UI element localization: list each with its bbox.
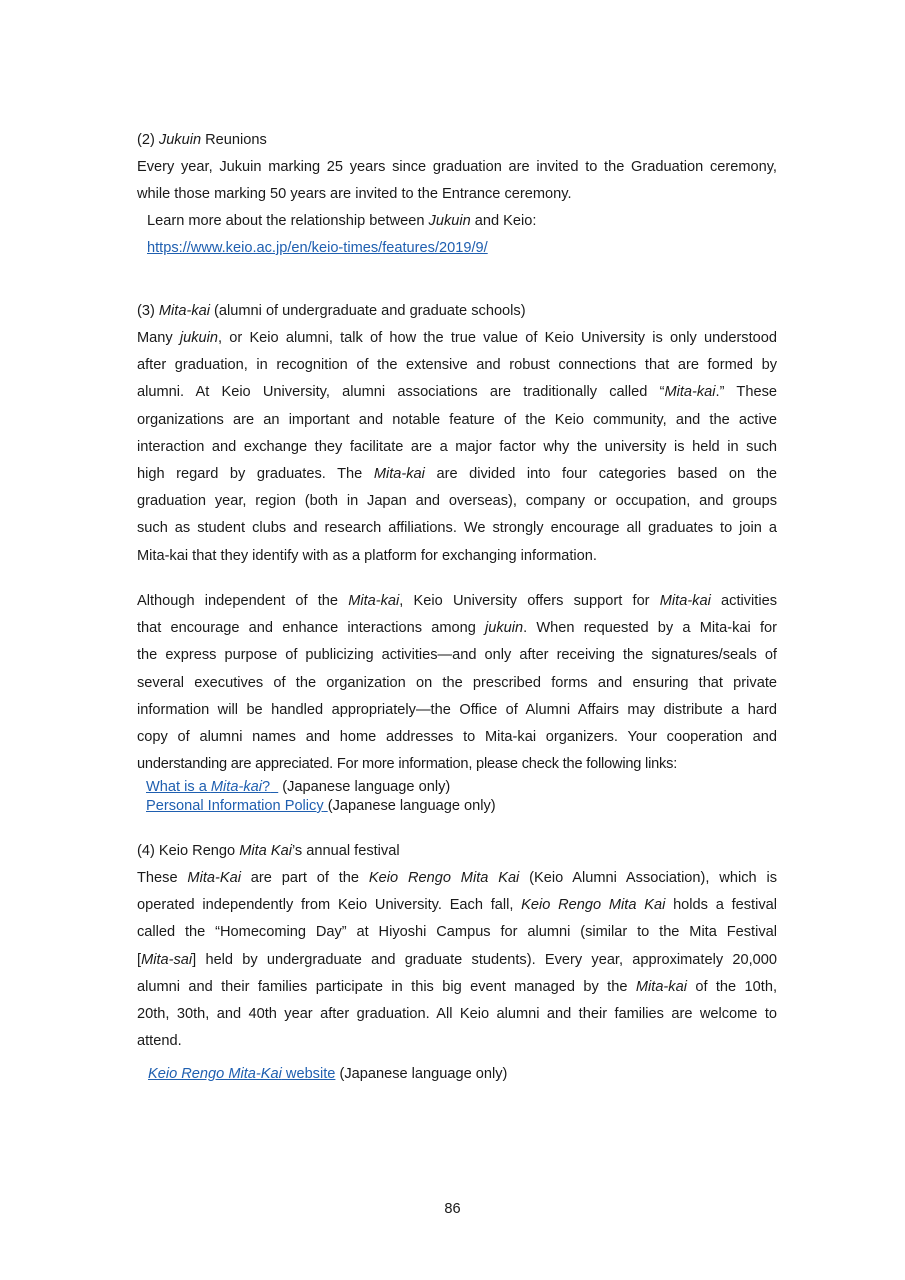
paragraph-line: the express purpose of publicizing activities—and only after receiving the signatures/seals of — [137, 647, 777, 664]
paragraph-line: attend. — [137, 1033, 182, 1049]
language-note: (Japanese language only) — [335, 1066, 508, 1082]
paragraph-line: Every year, Jukuin marking 25 years since graduation are invited to the Graduation ceremony, — [137, 159, 777, 175]
link-row — [146, 796, 786, 816]
paragraph-line: after graduation, in recognition of the extensive and robust connections that are formed by — [137, 357, 777, 374]
paragraph-line: understanding are appreciated. For more information, please check the following links: — [137, 756, 678, 772]
link-row — [147, 238, 787, 258]
paragraph-line: that encourage and enhance interactions among jukuin. When requested by a Mita-kai for — [137, 620, 777, 637]
link-row — [146, 777, 786, 797]
section-4-heading: (4) Keio Rengo Mita Kai’s annual festival — [137, 843, 400, 859]
section-3-heading: (3) Mita-kai (alumni of undergraduate and graduate schools) — [137, 303, 526, 319]
paragraph-line: information will be handled appropriately—the Office of Alumni Affairs may distribute a hard — [137, 701, 777, 718]
paragraph-line: organizations are an important and notable feature of the Keio community, and the active — [137, 411, 777, 428]
paragraph-line: Mita-kai that they identify with as a platform for exchanging information. — [137, 548, 597, 564]
paragraph-line: interaction and exchange they facilitate are a major factor why the university is held in such — [137, 438, 777, 455]
language-note: (Japanese language only) — [278, 779, 451, 795]
paragraph-line: operated independently from Keio University. Each fall, Keio Rengo Mita Kai holds a festival — [137, 897, 777, 914]
paragraph-line: These Mita-Kai are part of the Keio Rengo Mita Kai (Keio Alumni Association), which is — [137, 870, 778, 886]
paragraph-line: 20th, 30th, and 40th year after graduation. All Keio alumni and their families are welcome to — [137, 1006, 777, 1022]
link-row — [148, 1064, 788, 1084]
keio-times-link[interactable]: https://www.keio.ac.jp/en/keio-times/features/2019/9/ — [147, 240, 488, 256]
paragraph-line: high regard by graduates. The Mita-kai are divided into four categories based on the — [137, 466, 777, 482]
paragraph-line: called the “Homecoming Day” at Hiyoshi Campus for alumni (similar to the Mita Festival — [137, 924, 777, 941]
paragraph-line: alumni. At Keio University, alumni associations are traditionally called “Mita-kai.” These — [137, 384, 777, 401]
heading-number: (2) — [137, 132, 159, 148]
what-is-mita-kai-link[interactable]: What is a Mita-kai? — [146, 779, 271, 795]
language-note: (Japanese language only) — [327, 798, 496, 814]
paragraph-line: alumni and their families participate in this big event managed by the Mita-kai of the 10th, — [137, 978, 777, 995]
page-number: 86 — [444, 1201, 461, 1217]
heading-text: Reunions — [201, 132, 267, 148]
personal-information-policy-link[interactable]: Personal Information Policy — [146, 798, 324, 814]
section-2-heading — [137, 130, 777, 150]
keio-rengo-website-link[interactable]: Keio Rengo Mita-Kai website — [148, 1066, 336, 1082]
paragraph-line: graduation year, region (both in Japan and overseas), company or occupation, and groups — [137, 493, 777, 510]
paragraph-line: copy of alumni names and home addresses to Mita-kai organizers. Your cooperation and — [137, 729, 777, 745]
paragraph-line: [Mita-sai] held by undergraduate and graduate students). Every year, approximately 20,000 — [137, 951, 777, 968]
paragraph-line: such as student clubs and research affiliations. We strongly encourage all graduates to join a — [137, 520, 777, 537]
paragraph-line: several executives of the organization on the prescribed forms and ensuring that private — [137, 674, 777, 691]
paragraph-line: Although independent of the Mita-kai, Keio University offers support for Mita-kai activities — [137, 593, 777, 609]
heading-emphasis: Jukuin — [158, 132, 202, 148]
paragraph-line: Many jukuin, or Keio alumni, talk of how the true value of Keio University is only understood — [137, 330, 777, 346]
paragraph-line: while those marking 50 years are invited to the Entrance ceremony. — [137, 186, 572, 202]
learn-more-line: Learn more about the relationship between Jukuin and Keio: — [147, 213, 537, 229]
